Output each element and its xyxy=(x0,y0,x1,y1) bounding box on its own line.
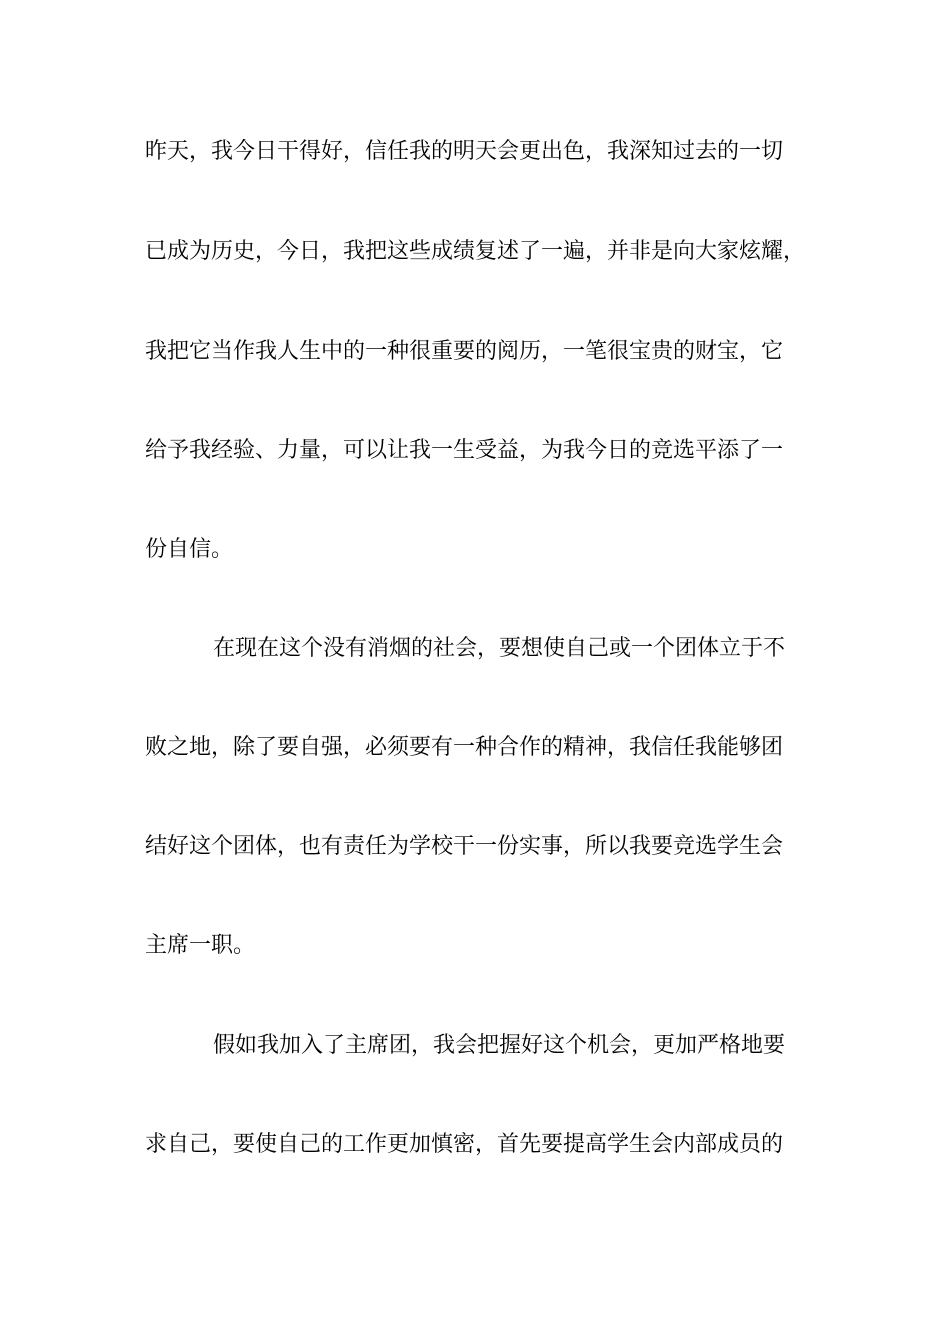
text-line-7: 败之地，除了要自强，必须要有一种合作的精神，我信任我能够团 xyxy=(145,735,784,760)
text-line-4: 给予我经验、力量，可以让我一生受益，为我今日的竞选平添了一 xyxy=(145,438,784,463)
text-line-2: 已成为历史，今日，我把这些成绩复述了一遍，并非是向大家炫耀， xyxy=(145,239,806,264)
text-line-8: 结好这个团体，也有责任为学校干一份实事，所以我要竞选学生会 xyxy=(145,834,784,859)
text-line-5: 份自信。 xyxy=(145,537,234,562)
text-line-1: 昨天，我今日干得好，信任我的明天会更出色，我深知过去的一切 xyxy=(145,139,784,164)
text-line-11: 求自己，要使自己的工作更加慎密，首先要提高学生会内部成员的 xyxy=(145,1132,784,1157)
text-line-6: 在现在这个没有消烟的社会，要想使自己或一个团体立于不 xyxy=(213,636,786,661)
text-line-3: 我把它当作我人生中的一种很重要的阅历，一笔很宝贵的财宝，它 xyxy=(145,339,784,364)
text-line-9: 主席一职。 xyxy=(145,933,256,958)
text-line-10: 假如我加入了主席团，我会把握好这个机会，更加严格地要 xyxy=(213,1033,786,1058)
